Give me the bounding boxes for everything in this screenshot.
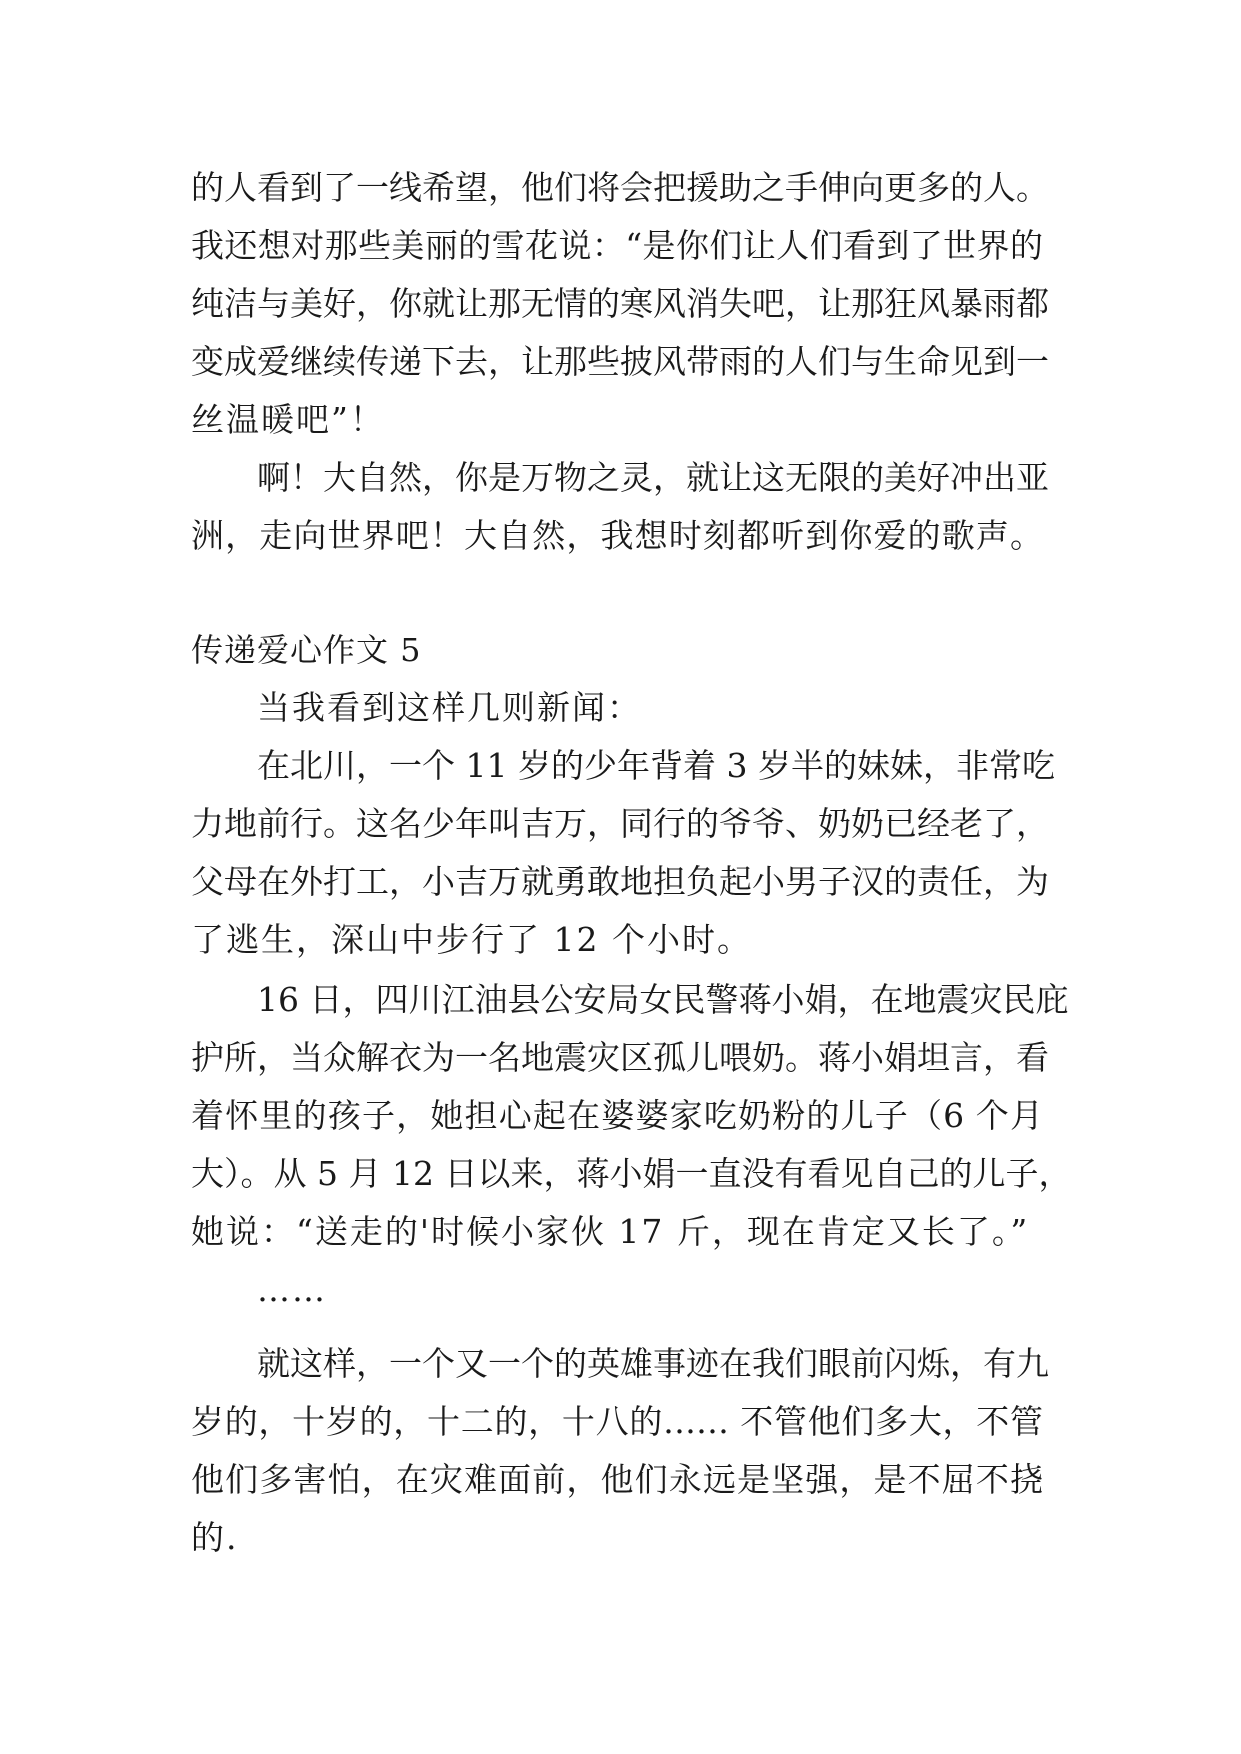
news-2-line-5: 她说：“送走的'时候小家伙 17 斤，现在肯定又长了。”: [191, 1212, 1030, 1251]
closing-line-3: 他们多害怕，在灾难面前，他们永远是坚强，是不屈不挠: [191, 1460, 1043, 1499]
news-1-line-3: 父母在外打工，小吉万就勇敢地担负起小男子汉的责任，为: [191, 862, 1049, 901]
ellipsis-line: ……: [257, 1270, 327, 1309]
paragraph-1-line-3: 纯洁与美好，你就让那无情的寒风消失吧，让那狂风暴雨都: [191, 284, 1049, 323]
paragraph-1-line-2: 我还想对那些美丽的雪花说：“是你们让人们看到了世界的: [191, 226, 1043, 265]
news-1-line-1: 在北川，一个 11 岁的少年背着 3 岁半的妹妹，非常吃: [257, 746, 1055, 785]
news-2-line-1: 16 日，四川江油县公安局女民警蒋小娟，在地震灾民庇: [257, 980, 1069, 1019]
paragraph-1-line-5: 丝温暖吧”！: [191, 400, 385, 439]
closing-line-1: 就这样，一个又一个的英雄事迹在我们眼前闪烁，有九: [257, 1344, 1049, 1383]
news-2-line-4: 大）。从 5 月 12 日以来，蒋小娟一直没有看见自己的儿子，: [191, 1154, 1072, 1193]
section-title: 传递爱心作文 5: [191, 631, 422, 669]
news-1-line-2: 力地前行。这名少年叫吉万，同行的爷爷、奶奶已经老了，: [191, 804, 1049, 843]
paragraph-1-line-1: 的人看到了一线希望，他们将会把援助之手伸向更多的人。: [191, 168, 1049, 207]
news-2-line-2: 护所，当众解衣为一名地震灾区孤儿喂奶。蒋小娟坦言，看: [191, 1038, 1049, 1077]
paragraph-2-line-2: 洲，走向世界吧！大自然，我想时刻都听到你爱的歌声。: [191, 516, 1043, 555]
paragraph-1-line-4: 变成爱继续传递下去，让那些披风带雨的人们与生命见到一: [191, 342, 1049, 381]
news-2-line-3: 着怀里的孩子，她担心起在婆婆家吃奶粉的儿子（6 个月: [191, 1096, 1043, 1135]
closing-line-2: 岁的，十岁的，十二的，十八的…… 不管他们多大，不管: [191, 1402, 1043, 1441]
paragraph-2-line-1: 啊！大自然，你是万物之灵，就让这无限的美好冲出亚: [257, 458, 1049, 497]
closing-line-4: 的.: [191, 1518, 239, 1557]
intro-line: 当我看到这样几则新闻：: [257, 688, 642, 727]
news-1-line-4: 了逃生，深山中步行了 12 个小时。: [191, 920, 752, 959]
